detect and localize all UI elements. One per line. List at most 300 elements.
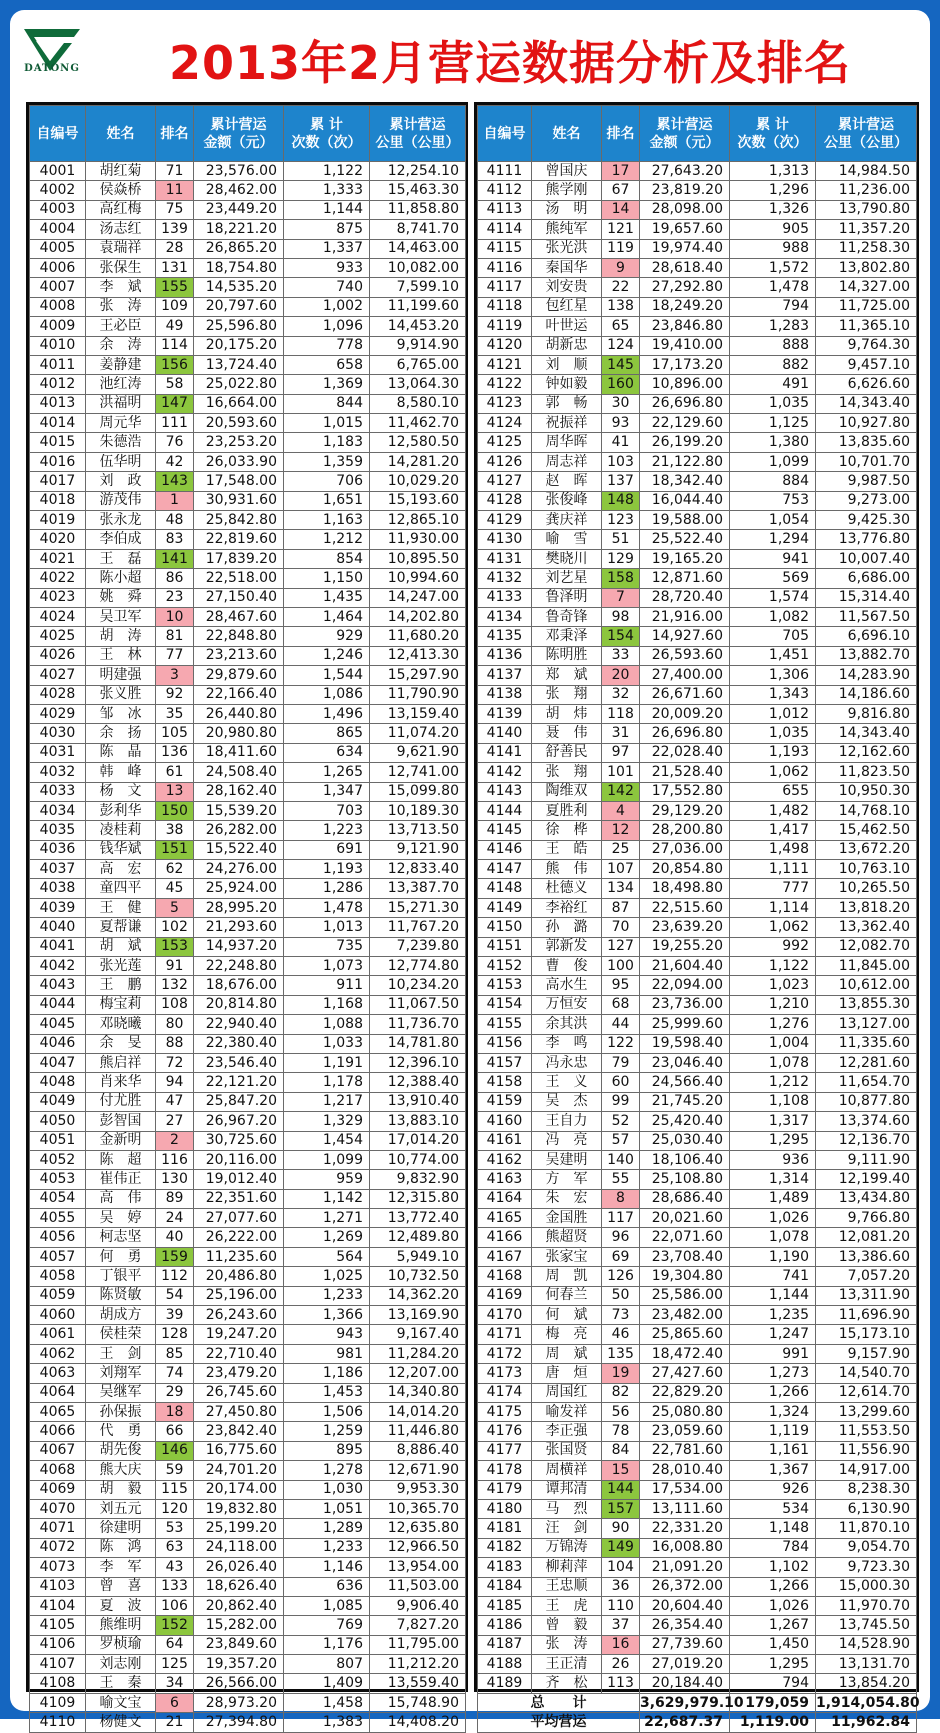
- cell-km: 13,387.70: [370, 879, 466, 898]
- cell-count: 941: [730, 549, 816, 568]
- cell-id: 4016: [30, 452, 86, 471]
- cell-amount: 18,342.40: [640, 472, 730, 491]
- cell-id: 4071: [30, 1519, 86, 1538]
- cell-km: 11,357.20: [816, 220, 917, 239]
- cell-rank: 138: [602, 297, 640, 316]
- table-row: [478, 879, 917, 898]
- table-row: [30, 1267, 466, 1286]
- cell-amount: 20,175.20: [194, 336, 284, 355]
- cell-name: 王 健: [86, 898, 156, 917]
- cell-name: 邓晓曦: [86, 1015, 156, 1034]
- table-row: [478, 1170, 917, 1189]
- cell-count: 1,111: [730, 860, 816, 879]
- cell-amount: 18,676.00: [194, 976, 284, 995]
- cell-count: 753: [730, 491, 816, 510]
- cell-rank: 122: [602, 1034, 640, 1053]
- cell-km: 14,463.00: [370, 239, 466, 258]
- table-row: [478, 1461, 917, 1480]
- cell-count: 1,464: [284, 607, 370, 626]
- cell-amount: 18,754.80: [194, 258, 284, 277]
- table-row: [478, 957, 917, 976]
- cell-km: 12,635.80: [370, 1519, 466, 1538]
- cell-rank: 104: [602, 1558, 640, 1577]
- cell-count: 658: [284, 355, 370, 374]
- cell-km: 7,057.20: [816, 1267, 917, 1286]
- table-row: [30, 821, 466, 840]
- cell-rank: 34: [156, 1674, 194, 1693]
- cell-id: 4023: [30, 588, 86, 607]
- cell-km: 6,765.00: [370, 355, 466, 374]
- cell-id: 4065: [30, 1403, 86, 1422]
- table-row: [30, 1674, 466, 1693]
- cell-id: 4047: [30, 1053, 86, 1072]
- cell-km: 11,212.20: [370, 1655, 466, 1674]
- table-row: [478, 1015, 917, 1034]
- cell-amount: 22,515.60: [640, 898, 730, 917]
- cell-km: 10,701.70: [816, 452, 917, 471]
- cell-count: 1,144: [730, 1286, 816, 1305]
- cell-count: 569: [730, 569, 816, 588]
- cell-km: 11,365.10: [816, 317, 917, 336]
- cell-count: 1,333: [284, 181, 370, 200]
- cell-id: 4013: [30, 394, 86, 413]
- cell-rank: 151: [156, 840, 194, 859]
- cell-name: 杜德义: [532, 879, 602, 898]
- table-row: [30, 530, 466, 549]
- cell-amount: 19,832.80: [194, 1499, 284, 1518]
- cell-id: 4174: [478, 1383, 532, 1402]
- cell-rank: 56: [602, 1403, 640, 1422]
- right-header-row: [478, 106, 917, 162]
- cell-count: 1,544: [284, 666, 370, 685]
- cell-amount: 24,566.40: [640, 1073, 730, 1092]
- cell-id: 4151: [478, 937, 532, 956]
- cell-id: 4132: [478, 569, 532, 588]
- cell-km: 5,949.10: [370, 1247, 466, 1266]
- cell-km: 11,736.70: [370, 1015, 466, 1034]
- cell-rank: 131: [156, 258, 194, 277]
- cell-count: 882: [730, 355, 816, 374]
- cell-name: 谭邦清: [532, 1480, 602, 1499]
- cell-rank: 75: [156, 200, 194, 219]
- cell-id: 4052: [30, 1150, 86, 1169]
- cell-name: 侯桂荣: [86, 1325, 156, 1344]
- cell-count: 1,259: [284, 1422, 370, 1441]
- cell-amount: 28,098.00: [640, 200, 730, 219]
- cell-name: 夏帮谦: [86, 918, 156, 937]
- cell-rank: 32: [602, 685, 640, 704]
- cell-rank: 128: [156, 1325, 194, 1344]
- cell-km: 10,365.70: [370, 1499, 466, 1518]
- cell-amount: 22,331.20: [640, 1519, 730, 1538]
- cell-name: 洪福明: [86, 394, 156, 413]
- cell-km: 10,007.40: [816, 549, 917, 568]
- cell-rank: 116: [156, 1150, 194, 1169]
- cell-count: 1,506: [284, 1403, 370, 1422]
- cell-name: 吴 杰: [532, 1092, 602, 1111]
- table-row: [478, 278, 917, 297]
- cell-km: 11,284.20: [370, 1344, 466, 1363]
- cell-rank: 118: [602, 704, 640, 723]
- cell-km: 10,732.50: [370, 1267, 466, 1286]
- cell-amount: 25,847.20: [194, 1092, 284, 1111]
- cell-name: 代 勇: [86, 1422, 156, 1441]
- cell-km: 10,029.20: [370, 472, 466, 491]
- cell-id: 4064: [30, 1383, 86, 1402]
- table-row: [478, 1092, 917, 1111]
- cell-rank: 39: [156, 1306, 194, 1325]
- cell-name: 王正清: [532, 1655, 602, 1674]
- cell-id: 4001: [30, 162, 86, 181]
- cell-amount: 26,282.00: [194, 821, 284, 840]
- cell-name: 熊纯军: [532, 220, 602, 239]
- cell-amount: 17,839.20: [194, 549, 284, 568]
- table-row: [478, 491, 917, 510]
- cell-name: 王 皓: [532, 840, 602, 859]
- cell-rank: 121: [602, 220, 640, 239]
- cell-rank: 84: [602, 1441, 640, 1460]
- cell-rank: 22: [602, 278, 640, 297]
- cell-amount: 14,927.60: [640, 627, 730, 646]
- cell-amount: 23,046.40: [640, 1053, 730, 1072]
- cell-rank: 145: [602, 355, 640, 374]
- cell-count: 1,186: [284, 1364, 370, 1383]
- cell-rank: 107: [602, 860, 640, 879]
- cell-rank: 123: [602, 511, 640, 530]
- cell-amount: 23,449.20: [194, 200, 284, 219]
- cell-rank: 12: [602, 821, 640, 840]
- cell-amount: 25,108.80: [640, 1170, 730, 1189]
- cell-amount: 26,199.20: [640, 433, 730, 452]
- cell-km: 14,186.60: [816, 685, 917, 704]
- cell-count: 992: [730, 937, 816, 956]
- table-row: [478, 1403, 917, 1422]
- cell-km: 13,745.50: [816, 1616, 917, 1635]
- cell-count: 794: [730, 297, 816, 316]
- cell-id: 4141: [478, 743, 532, 762]
- table-row: [478, 1558, 917, 1577]
- cell-rank: 30: [602, 394, 640, 413]
- cell-id: 4153: [478, 976, 532, 995]
- table-row: [478, 782, 917, 801]
- cell-count: 1,004: [730, 1034, 816, 1053]
- cell-rank: 27: [156, 1112, 194, 1131]
- table-row: [478, 763, 917, 782]
- cell-rank: 103: [602, 452, 640, 471]
- cell-km: 9,157.90: [816, 1344, 917, 1363]
- cell-id: 4143: [478, 782, 532, 801]
- cell-id: 4031: [30, 743, 86, 762]
- table-row: [30, 1015, 466, 1034]
- table-row: [30, 1170, 466, 1189]
- cell-km: 10,774.00: [370, 1150, 466, 1169]
- table-row: [478, 1189, 917, 1208]
- cell-id: 4135: [478, 627, 532, 646]
- cell-rank: 80: [156, 1015, 194, 1034]
- cell-id: 4042: [30, 957, 86, 976]
- table-row: [30, 666, 466, 685]
- cell-amount: 19,304.80: [640, 1267, 730, 1286]
- cell-amount: 26,222.00: [194, 1228, 284, 1247]
- cell-name: 胡先俊: [86, 1441, 156, 1460]
- cell-rank: 99: [602, 1092, 640, 1111]
- cell-amount: 25,196.00: [194, 1286, 284, 1305]
- cell-count: 1,099: [730, 452, 816, 471]
- cell-amount: 22,829.20: [640, 1383, 730, 1402]
- cell-km: 11,845.00: [816, 957, 917, 976]
- cell-amount: 24,276.00: [194, 860, 284, 879]
- cell-count: 1,317: [730, 1112, 816, 1131]
- cell-name: 周国红: [532, 1383, 602, 1402]
- cell-rank: 83: [156, 530, 194, 549]
- cell-id: 4167: [478, 1247, 532, 1266]
- cell-rank: 11: [156, 181, 194, 200]
- cell-count: 691: [284, 840, 370, 859]
- cell-name: 万锦涛: [532, 1538, 602, 1557]
- table-row: [30, 297, 466, 316]
- cell-count: 1,266: [730, 1577, 816, 1596]
- cell-id: 4149: [478, 898, 532, 917]
- cell-km: 15,000.30: [816, 1577, 917, 1596]
- cell-amount: 26,967.20: [194, 1112, 284, 1131]
- cell-name: 陈明胜: [532, 646, 602, 665]
- average-count: 1,119.00: [730, 1713, 816, 1732]
- cell-rank: 28: [156, 239, 194, 258]
- cell-amount: 22,121.20: [194, 1073, 284, 1092]
- table-row: [30, 1422, 466, 1441]
- cell-id: 4029: [30, 704, 86, 723]
- cell-rank: 137: [602, 472, 640, 491]
- cell-name: 刘安贵: [532, 278, 602, 297]
- cell-km: 9,766.80: [816, 1209, 917, 1228]
- table-row: [478, 607, 917, 626]
- cell-amount: 22,781.60: [640, 1441, 730, 1460]
- table-row: [478, 1306, 917, 1325]
- cell-km: 15,748.90: [370, 1693, 466, 1712]
- table-row: [30, 898, 466, 917]
- cell-rank: 59: [156, 1461, 194, 1480]
- cell-id: 4012: [30, 375, 86, 394]
- cell-count: 1,435: [284, 588, 370, 607]
- cell-km: 9,054.70: [816, 1538, 917, 1557]
- cell-id: 4033: [30, 782, 86, 801]
- cell-name: 刘志刚: [86, 1655, 156, 1674]
- cell-count: 1,002: [284, 297, 370, 316]
- cell-id: 4036: [30, 840, 86, 859]
- cell-id: 4112: [478, 181, 532, 200]
- table-row: [478, 317, 917, 336]
- table-row: [30, 607, 466, 626]
- cell-km: 14,283.90: [816, 666, 917, 685]
- cell-rank: 102: [156, 918, 194, 937]
- cell-id: 4048: [30, 1073, 86, 1092]
- table-row: [478, 1364, 917, 1383]
- cell-count: 1,035: [730, 394, 816, 413]
- cell-id: 4067: [30, 1441, 86, 1460]
- cell-name: 姚 舜: [86, 588, 156, 607]
- cell-name: 张光莲: [86, 957, 156, 976]
- cell-name: 王 虎: [532, 1596, 602, 1615]
- cell-id: 4019: [30, 511, 86, 530]
- cell-name: 熊维明: [86, 1616, 156, 1635]
- cell-amount: 22,129.60: [640, 414, 730, 433]
- cell-count: 777: [730, 879, 816, 898]
- table-row: [478, 1596, 917, 1615]
- cell-rank: 126: [602, 1267, 640, 1286]
- cell-km: 12,281.60: [816, 1053, 917, 1072]
- cell-name: 樊晓川: [532, 549, 602, 568]
- cell-id: 4136: [478, 646, 532, 665]
- cell-id: 4159: [478, 1092, 532, 1111]
- cell-id: 4131: [478, 549, 532, 568]
- cell-amount: 27,427.60: [640, 1364, 730, 1383]
- cell-rank: 115: [156, 1480, 194, 1499]
- cell-rank: 61: [156, 763, 194, 782]
- table-row: [30, 588, 466, 607]
- table-row: [30, 433, 466, 452]
- cell-amount: 21,916.00: [640, 607, 730, 626]
- cell-amount: 19,247.20: [194, 1325, 284, 1344]
- cell-name: 杨 文: [86, 782, 156, 801]
- cell-name: 张 涛: [86, 297, 156, 316]
- cell-count: 1,269: [284, 1228, 370, 1247]
- cell-km: 13,131.70: [816, 1655, 917, 1674]
- cell-name: 刘翔军: [86, 1364, 156, 1383]
- table-row: [478, 1034, 917, 1053]
- cell-count: 1,033: [284, 1034, 370, 1053]
- cell-km: 9,425.30: [816, 511, 917, 530]
- cell-name: 曾 喜: [86, 1577, 156, 1596]
- cell-id: 4120: [478, 336, 532, 355]
- cell-name: 胡 毅: [86, 1480, 156, 1499]
- cell-id: 4173: [478, 1364, 532, 1383]
- cell-id: 4147: [478, 860, 532, 879]
- cell-amount: 27,643.20: [640, 162, 730, 181]
- table-row: [30, 317, 466, 336]
- cell-name: 吴建明: [532, 1150, 602, 1169]
- cell-name: 余 扬: [86, 724, 156, 743]
- cell-name: 刘 顺: [532, 355, 602, 374]
- cell-km: 14,340.80: [370, 1383, 466, 1402]
- cell-km: 14,984.50: [816, 162, 917, 181]
- cell-amount: 30,725.60: [194, 1131, 284, 1150]
- cell-rank: 31: [602, 724, 640, 743]
- cell-amount: 27,077.60: [194, 1209, 284, 1228]
- cell-id: 4015: [30, 433, 86, 452]
- cell-km: 14,281.20: [370, 452, 466, 471]
- cell-id: 4121: [478, 355, 532, 374]
- table-row: [478, 1112, 917, 1131]
- cell-km: 14,202.80: [370, 607, 466, 626]
- cell-km: 13,854.20: [816, 1674, 917, 1693]
- cell-km: 14,768.10: [816, 801, 917, 820]
- table-row: [30, 1558, 466, 1577]
- cell-count: 865: [284, 724, 370, 743]
- cell-amount: 21,091.20: [640, 1558, 730, 1577]
- cell-km: 13,434.80: [816, 1189, 917, 1208]
- table-row: [30, 1286, 466, 1305]
- cell-rank: 41: [602, 433, 640, 452]
- cell-name: 胡新忠: [532, 336, 602, 355]
- cell-count: 1,015: [284, 414, 370, 433]
- cell-rank: 112: [156, 1267, 194, 1286]
- cell-count: 1,278: [284, 1461, 370, 1480]
- table-row: [30, 1383, 466, 1402]
- table-row: [478, 1655, 917, 1674]
- cell-count: 1,099: [284, 1150, 370, 1169]
- cell-amount: 26,372.00: [640, 1577, 730, 1596]
- cell-km: 13,882.70: [816, 646, 917, 665]
- cell-amount: 16,775.60: [194, 1441, 284, 1460]
- cell-name: 曾国庆: [532, 162, 602, 181]
- cell-rank: 14: [602, 200, 640, 219]
- cell-km: 10,265.50: [816, 879, 917, 898]
- cell-amount: 23,846.80: [640, 317, 730, 336]
- table-row: [478, 394, 917, 413]
- cell-amount: 11,235.60: [194, 1247, 284, 1266]
- cell-km: 9,457.10: [816, 355, 917, 374]
- left-header-row: [30, 106, 466, 162]
- cell-amount: 25,999.60: [640, 1015, 730, 1034]
- cell-amount: 19,012.40: [194, 1170, 284, 1189]
- cell-km: 13,772.40: [370, 1209, 466, 1228]
- cell-rank: 81: [156, 627, 194, 646]
- cell-km: 10,612.00: [816, 976, 917, 995]
- cell-km: 9,816.80: [816, 704, 917, 723]
- table-row: [30, 375, 466, 394]
- cell-name: 伍华明: [86, 452, 156, 471]
- cell-id: 4118: [478, 297, 532, 316]
- cell-name: 熊大庆: [86, 1461, 156, 1480]
- cell-amount: 22,351.60: [194, 1189, 284, 1208]
- cell-amount: 20,486.80: [194, 1267, 284, 1286]
- cell-amount: 20,174.00: [194, 1480, 284, 1499]
- cell-km: 10,234.20: [370, 976, 466, 995]
- cell-km: 15,099.80: [370, 782, 466, 801]
- table-row: [478, 355, 917, 374]
- cell-rank: 3: [156, 666, 194, 685]
- cell-amount: 29,129.20: [640, 801, 730, 820]
- cell-km: 11,767.20: [370, 918, 466, 937]
- cell-amount: 25,842.80: [194, 511, 284, 530]
- cell-count: 1,266: [730, 1383, 816, 1402]
- cell-id: 4073: [30, 1558, 86, 1577]
- table-row: [30, 1693, 466, 1712]
- cell-km: 14,453.20: [370, 317, 466, 336]
- cell-rank: 101: [602, 763, 640, 782]
- cell-name: 张光洪: [532, 239, 602, 258]
- cell-count: 1,210: [730, 995, 816, 1014]
- cell-id: 4189: [478, 1674, 532, 1693]
- cell-count: 1,343: [730, 685, 816, 704]
- cell-id: 4111: [478, 162, 532, 181]
- cell-count: 769: [284, 1616, 370, 1635]
- cell-rank: 125: [156, 1655, 194, 1674]
- cell-amount: 27,394.80: [194, 1713, 284, 1732]
- cell-id: 4002: [30, 181, 86, 200]
- table-row: [30, 1112, 466, 1131]
- cell-count: 1,054: [730, 511, 816, 530]
- cell-rank: 106: [156, 1596, 194, 1615]
- cell-count: 1,026: [730, 1596, 816, 1615]
- cell-km: 11,503.00: [370, 1577, 466, 1596]
- cell-name: 刘五元: [86, 1499, 156, 1518]
- cell-amount: 23,708.40: [640, 1247, 730, 1266]
- cell-amount: 25,030.40: [640, 1131, 730, 1150]
- cell-amount: 27,450.80: [194, 1403, 284, 1422]
- cell-count: 911: [284, 976, 370, 995]
- cell-amount: 26,865.20: [194, 239, 284, 258]
